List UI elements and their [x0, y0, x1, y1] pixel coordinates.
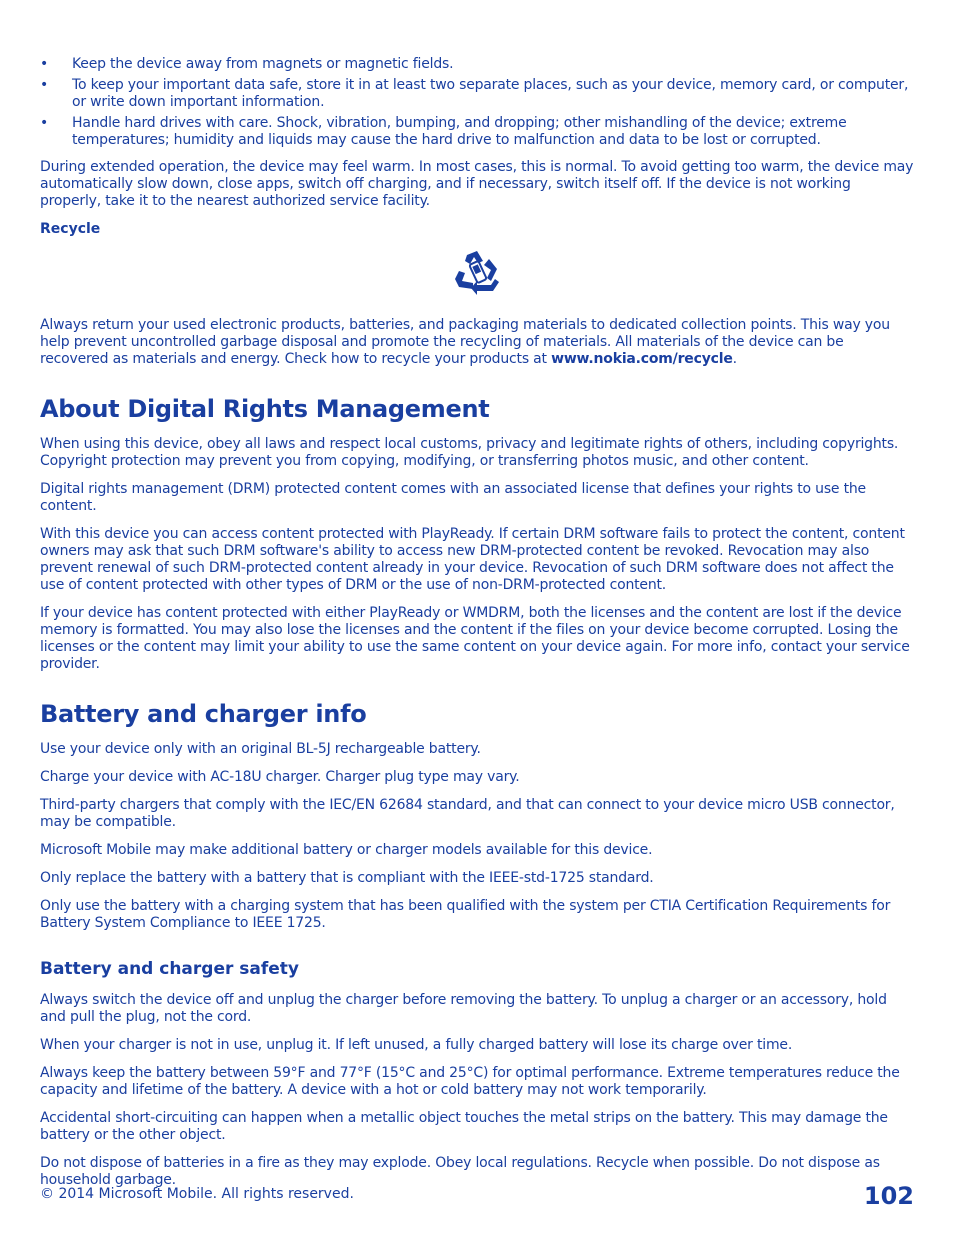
- drm-section-title: About Digital Rights Management: [40, 395, 490, 423]
- safety-paragraph: Always keep the battery between 59°F and 77°F (15°C and 25°C) for optimal performance. Extreme temperatures reduce the capacity and lifetime of the battery. A device with a hot or cold battery may not work temporarily.: [40, 1065, 900, 1098]
- drm-paragraph: With this device you can access content protected with PlayReady. If certain DRM software fails to protect the content, content owners may ask that such DRM software's ability to access new DRM-protected content be revoked. Revocation may also prevent renewal of such DRM-protected content already in your device. Revocation of such DRM software does not affect the use of content protected with other types of DRM or the use of non-DRM-protected content.: [40, 526, 905, 593]
- care-bullet-list: [40, 56, 915, 149]
- extended-operation-paragraph: During extended operation, the device may feel warm. In most cases, this is normal. To avoid getting too warm, the device may automatically slow down, close apps, switch off charging, and if necessary, switch itself off. If the device is not working properly, take it to the nearest authorized service facility.: [40, 159, 914, 209]
- list-item-text: Handle hard drives with care. Shock, vibration, bumping, and dropping; other mishandling of the device; extreme temperatures; humidity and liquids may cause the hard drive to malfunction and data to be lost or corrupted.: [72, 115, 847, 148]
- recycle-phone-icon: [453, 249, 503, 297]
- battery-section-title: Battery and charger info: [40, 700, 367, 728]
- bullet-marker: •: [40, 115, 49, 131]
- page-content: [40, 56, 915, 1200]
- recycle-text: Always return your used electronic products, batteries, and packaging materials to dedicated collection points. This way you help prevent uncontrolled garbage disposal and promote the recycling of materials. All materials of the device can be recovered as materials and energy. Check how to recycle your products at: [40, 317, 890, 367]
- safety-section-title: Battery and charger safety: [40, 959, 300, 979]
- recycle-icon-container: [40, 249, 915, 297]
- safety-paragraph: When your charger is not in use, unplug it. If left unused, a fully charged battery will lose its charge over time.: [40, 1037, 793, 1053]
- recycle-heading: Recycle: [40, 221, 101, 237]
- battery-paragraph: Only use the battery with a charging system that has been qualified with the system per CTIA Certification Requirements for Battery System Compliance to IEEE 1725.: [40, 898, 891, 931]
- safety-paragraph: Accidental short-circuiting can happen when a metallic object touches the metal strips on the battery. This may damage the battery or the other object.: [40, 1110, 888, 1143]
- safety-paragraph: Always switch the device off and unplug the charger before removing the battery. To unplug a charger or an accessory, hold and pull the plug, not the cord.: [40, 992, 887, 1025]
- copyright-text: © 2014 Microsoft Mobile. All rights reserved.: [40, 1186, 354, 1202]
- list-item-text: To keep your important data safe, store it in at least two separate places, such as your device, memory card, or computer, or write down important information.: [72, 77, 909, 110]
- recycle-paragraph: [40, 317, 915, 368]
- battery-paragraph: Use your device only with an original BL-5J rechargeable battery.: [40, 741, 481, 757]
- battery-paragraph: Charge your device with AC-18U charger. Charger plug type may vary.: [40, 769, 520, 785]
- battery-paragraph: Only replace the battery with a battery that is compliant with the IEEE-std-1725 standard.: [40, 870, 654, 886]
- drm-paragraph: When using this device, obey all laws and respect local customs, privacy and legitimate rights of others, including copyrights. Copyright protection may prevent you from copying, modifying, or transferring photos music, and other content.: [40, 436, 899, 469]
- battery-paragraph: Microsoft Mobile may make additional battery or charger models available for this device.: [40, 842, 653, 858]
- drm-paragraph: Digital rights management (DRM) protected content comes with an associated license that defines your rights to use the content.: [40, 481, 866, 514]
- bullet-marker: •: [40, 77, 49, 93]
- recycle-text-end: .: [732, 351, 737, 367]
- bullet-marker: •: [40, 56, 49, 72]
- list-item: [40, 56, 915, 73]
- list-item-text: Keep the device away from magnets or magnetic fields.: [72, 56, 454, 72]
- recycle-link[interactable]: www.nokia.com/recycle: [551, 351, 733, 367]
- safety-paragraph: Do not dispose of batteries in a fire as they may explode. Obey local regulations. Recycle when possible. Do not dispose as household garbage.: [40, 1155, 880, 1188]
- page-number: 102: [863, 1182, 914, 1210]
- battery-paragraph: Third-party chargers that comply with the IEC/EN 62684 standard, and that can connect to your device micro USB connector, may be compatible.: [40, 797, 895, 830]
- list-item: [40, 115, 915, 149]
- list-item: [40, 77, 915, 111]
- drm-paragraph: If your device has content protected with either PlayReady or WMDRM, both the licenses and the content are lost if the device memory is formatted. You may also lose the licenses and the content if the files on your device become corrupted. Losing the licenses or the content may limit your ability to use the same content on your device again. For more info, contact your service provider.: [40, 605, 910, 672]
